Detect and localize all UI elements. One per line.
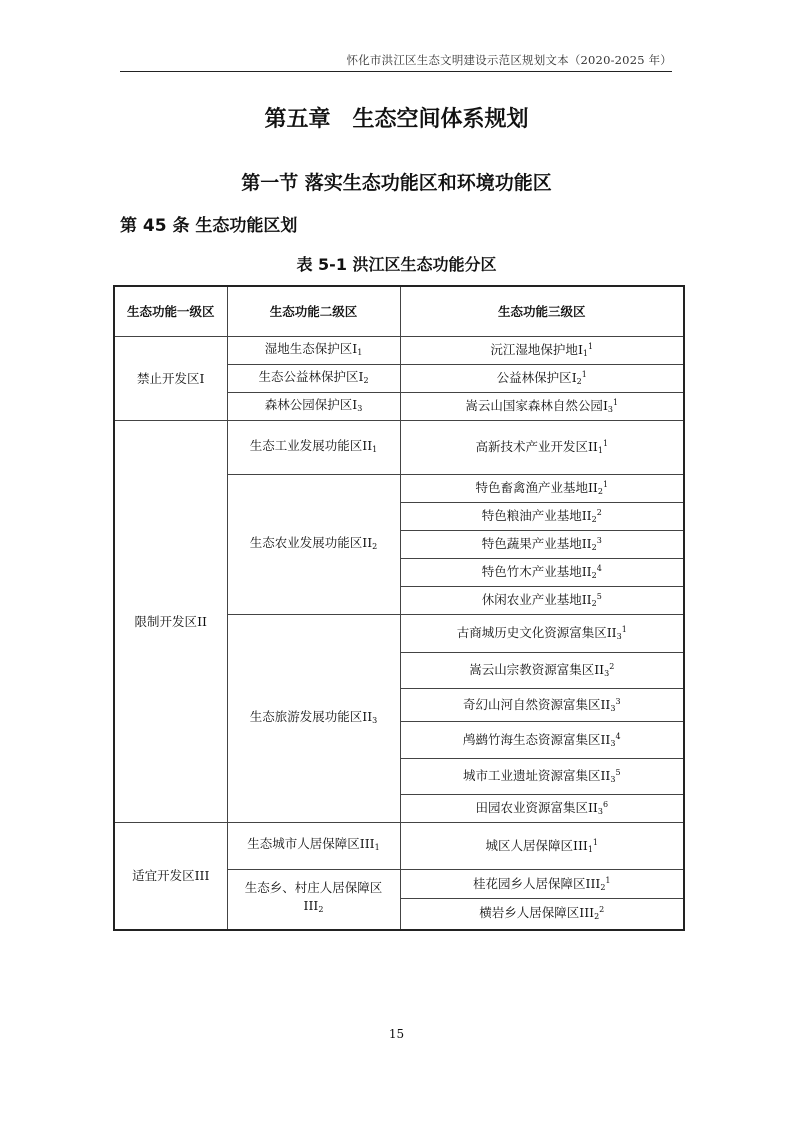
- zone-superscript: 1: [612, 398, 619, 407]
- zone-superscript: 2: [596, 508, 602, 517]
- cell-name: 禁止开发区: [137, 370, 200, 386]
- zone-subscript: 3: [604, 669, 610, 678]
- cell-name: 嵩云山宗教资源富集区: [469, 662, 595, 677]
- zone-subscript: 3: [610, 775, 616, 784]
- level3-zone-cell: [400, 615, 684, 653]
- zone-superscript: 3: [596, 536, 602, 545]
- zone-code: II: [600, 696, 611, 712]
- zone-subscript: 3: [372, 715, 378, 725]
- level3-zone-cell: [400, 337, 684, 365]
- level3-zone-cell: [400, 531, 684, 559]
- zone-subscript: 2: [576, 377, 582, 386]
- zone-subscript: 3: [616, 632, 622, 641]
- zone-superscript: 5: [596, 592, 602, 601]
- zone-code: II: [581, 592, 592, 607]
- zone-superscript: 1: [587, 342, 594, 351]
- zone-code: II: [362, 534, 373, 550]
- cell-name: 湿地生态保护区: [264, 340, 353, 356]
- level3-zone-cell: [400, 503, 684, 531]
- cell-name: 生态农业发展功能区: [249, 534, 363, 550]
- cell-name: 鸬鹚竹海生态资源富集区: [462, 731, 601, 747]
- cell-name: 嵩云山国家森林自然公园: [465, 398, 603, 413]
- header-row: [114, 286, 684, 337]
- zone-code: I: [352, 396, 358, 412]
- zone-superscript: 1: [602, 439, 609, 448]
- level3-zone-cell: [400, 653, 684, 689]
- zone-code: I: [352, 340, 358, 356]
- cell-name: 城区人居保障区: [485, 837, 573, 853]
- cell-name: 沅江湿地保护地: [490, 342, 578, 357]
- page-number: 15: [388, 1027, 405, 1041]
- zone-code: III: [194, 867, 210, 883]
- zone-code: II: [362, 437, 373, 453]
- zone-superscript: 1: [602, 480, 609, 489]
- chapter-title: 第五章 生态空间体系规划: [264, 107, 529, 132]
- table-caption: 表 5-1 洪江区生态功能分区: [296, 255, 497, 274]
- level3-zone-cell: [400, 722, 684, 759]
- level3-zone-cell: [400, 823, 684, 870]
- cell-name: 生态工业发展功能区: [249, 437, 363, 453]
- zone-code: I: [358, 368, 364, 384]
- zone-code: I: [571, 370, 577, 385]
- level3-zone-cell: [400, 475, 684, 503]
- zone-subscript: 1: [357, 347, 363, 357]
- table-row: [114, 823, 684, 870]
- column-header-level1: 生态功能一级区: [114, 286, 227, 337]
- zone-superscript: 5: [615, 768, 621, 777]
- zone-subscript: 3: [607, 405, 613, 414]
- zone-superscript: 1: [592, 837, 599, 847]
- cell-name: 特色竹木产业基地: [481, 564, 582, 579]
- zone-subscript: 2: [591, 543, 597, 552]
- zone-code: III: [579, 905, 595, 921]
- cell-name: 特色蔬果产业基地: [481, 536, 582, 551]
- zone-subscript: 2: [591, 599, 597, 608]
- zone-code: I: [199, 370, 205, 386]
- level3-zone-cell: [400, 559, 684, 587]
- column-header-level2: 生态功能二级区: [227, 286, 400, 337]
- zone-superscript: 6: [602, 800, 609, 809]
- zone-subscript: 3: [597, 807, 603, 816]
- zone-code: III: [303, 898, 319, 914]
- level1-zone-cell: [114, 421, 227, 823]
- zone-code: II: [587, 800, 598, 815]
- zone-subscript: 2: [600, 882, 606, 892]
- cell-name: 生态旅游发展功能区: [249, 708, 363, 724]
- cell-name: 横岩乡人居保障区: [479, 905, 580, 921]
- column-header-level3: 生态功能三级区: [400, 286, 684, 337]
- zone-code: III: [359, 836, 375, 851]
- cell-name: 生态公益林保护区: [258, 368, 359, 384]
- level3-zone-cell: [400, 759, 684, 795]
- level2-zone-cell: [227, 421, 400, 475]
- level3-zone-cell: [400, 899, 684, 930]
- cell-name: 特色畜禽渔产业基地: [475, 480, 588, 495]
- cell-name: 休闲农业产业基地: [481, 592, 582, 607]
- level3-zone-cell: [400, 689, 684, 722]
- zone-code: II: [600, 768, 611, 783]
- zone-subscript: 1: [372, 444, 378, 454]
- level2-zone-cell: [227, 365, 400, 393]
- zone-subscript: 1: [597, 446, 603, 455]
- level2-zone-cell: [227, 615, 400, 823]
- zone-code: III: [585, 875, 601, 891]
- zone-subscript: 2: [597, 487, 603, 496]
- table-header: [114, 286, 684, 337]
- zone-subscript: 2: [318, 905, 324, 915]
- zone-code: II: [581, 536, 592, 551]
- zone-superscript: 1: [605, 875, 611, 885]
- zone-subscript: 2: [591, 515, 597, 524]
- zone-subscript: 2: [372, 541, 378, 551]
- level3-zone-cell: [400, 421, 684, 475]
- level3-zone-cell: [400, 393, 684, 421]
- section-title: 第一节 落实生态功能区和环境功能区: [241, 172, 552, 194]
- cell-name: 奇幻山河自然资源富集区: [462, 696, 601, 712]
- zone-code: II: [594, 662, 605, 677]
- table-row: [114, 421, 684, 475]
- zone-code: II: [197, 613, 207, 629]
- cell-name: 城市工业遗址资源富集区: [462, 768, 601, 783]
- cell-name: 桂花园乡人居保障区: [472, 875, 586, 891]
- level2-zone-cell: [227, 870, 400, 930]
- zone-code: II: [362, 708, 373, 724]
- cell-name: 适宜开发区: [132, 867, 195, 883]
- ecological-zoning-table: [113, 285, 685, 931]
- cell-name: 限制开发区: [134, 613, 198, 629]
- zone-code: I: [577, 342, 583, 357]
- zone-superscript: 1: [621, 625, 627, 634]
- zone-subscript: 3: [610, 703, 616, 713]
- zone-superscript: 2: [599, 905, 605, 915]
- level3-zone-cell: [400, 795, 684, 823]
- cell-name: 田园农业资源富集区: [475, 800, 588, 815]
- cell-name: 生态城市人居保障区: [247, 836, 360, 851]
- zone-superscript: 3: [615, 696, 621, 706]
- level2-zone-cell: [227, 823, 400, 870]
- level1-zone-cell: [114, 823, 227, 930]
- level2-zone-cell: [227, 337, 400, 365]
- zone-superscript: 1: [581, 370, 587, 379]
- zone-code: II: [600, 731, 611, 747]
- zone-code: II: [587, 439, 598, 454]
- zone-subscript: 3: [357, 403, 363, 413]
- zone-subscript: 1: [582, 349, 588, 358]
- zone-superscript: 2: [609, 662, 615, 671]
- zone-code: II: [587, 480, 598, 495]
- level3-zone-cell: [400, 870, 684, 899]
- cell-name: 特色粮油产业基地: [481, 508, 582, 523]
- level3-zone-cell: [400, 365, 684, 393]
- cell-name: 古商城历史文化资源富集区: [456, 625, 607, 640]
- zone-subscript: 3: [610, 738, 616, 748]
- zone-subscript: 2: [594, 912, 600, 922]
- zone-code: II: [606, 625, 617, 640]
- zone-code: II: [581, 564, 592, 579]
- zone-code: I: [602, 398, 608, 413]
- zone-subscript: 1: [374, 843, 380, 852]
- header-rule: [120, 71, 672, 72]
- zone-superscript: 4: [615, 731, 621, 741]
- running-header: 怀化市洪江区生态文明建设示范区规划文本（2020-2025 年）: [346, 53, 672, 67]
- level2-zone-cell: [227, 393, 400, 421]
- table-row: [114, 337, 684, 365]
- table-body: [114, 337, 684, 930]
- level1-zone-cell: [114, 337, 227, 421]
- cell-name: 公益林保护区: [496, 370, 572, 385]
- cell-name: 生态乡、村庄人居保障区: [244, 880, 383, 896]
- cell-name: 高新技术产业开发区: [475, 439, 588, 454]
- zone-code: III: [573, 837, 588, 853]
- cell-name: 森林公园保护区: [264, 396, 353, 412]
- zone-code: II: [581, 508, 592, 523]
- level2-zone-cell: [227, 475, 400, 615]
- article-title: 第 45 条 生态功能区划: [120, 216, 298, 236]
- level3-zone-cell: [400, 587, 684, 615]
- zone-superscript: 4: [596, 564, 602, 573]
- zone-subscript: 1: [587, 844, 593, 854]
- zone-subscript: 2: [363, 375, 369, 385]
- zone-subscript: 2: [591, 571, 597, 580]
